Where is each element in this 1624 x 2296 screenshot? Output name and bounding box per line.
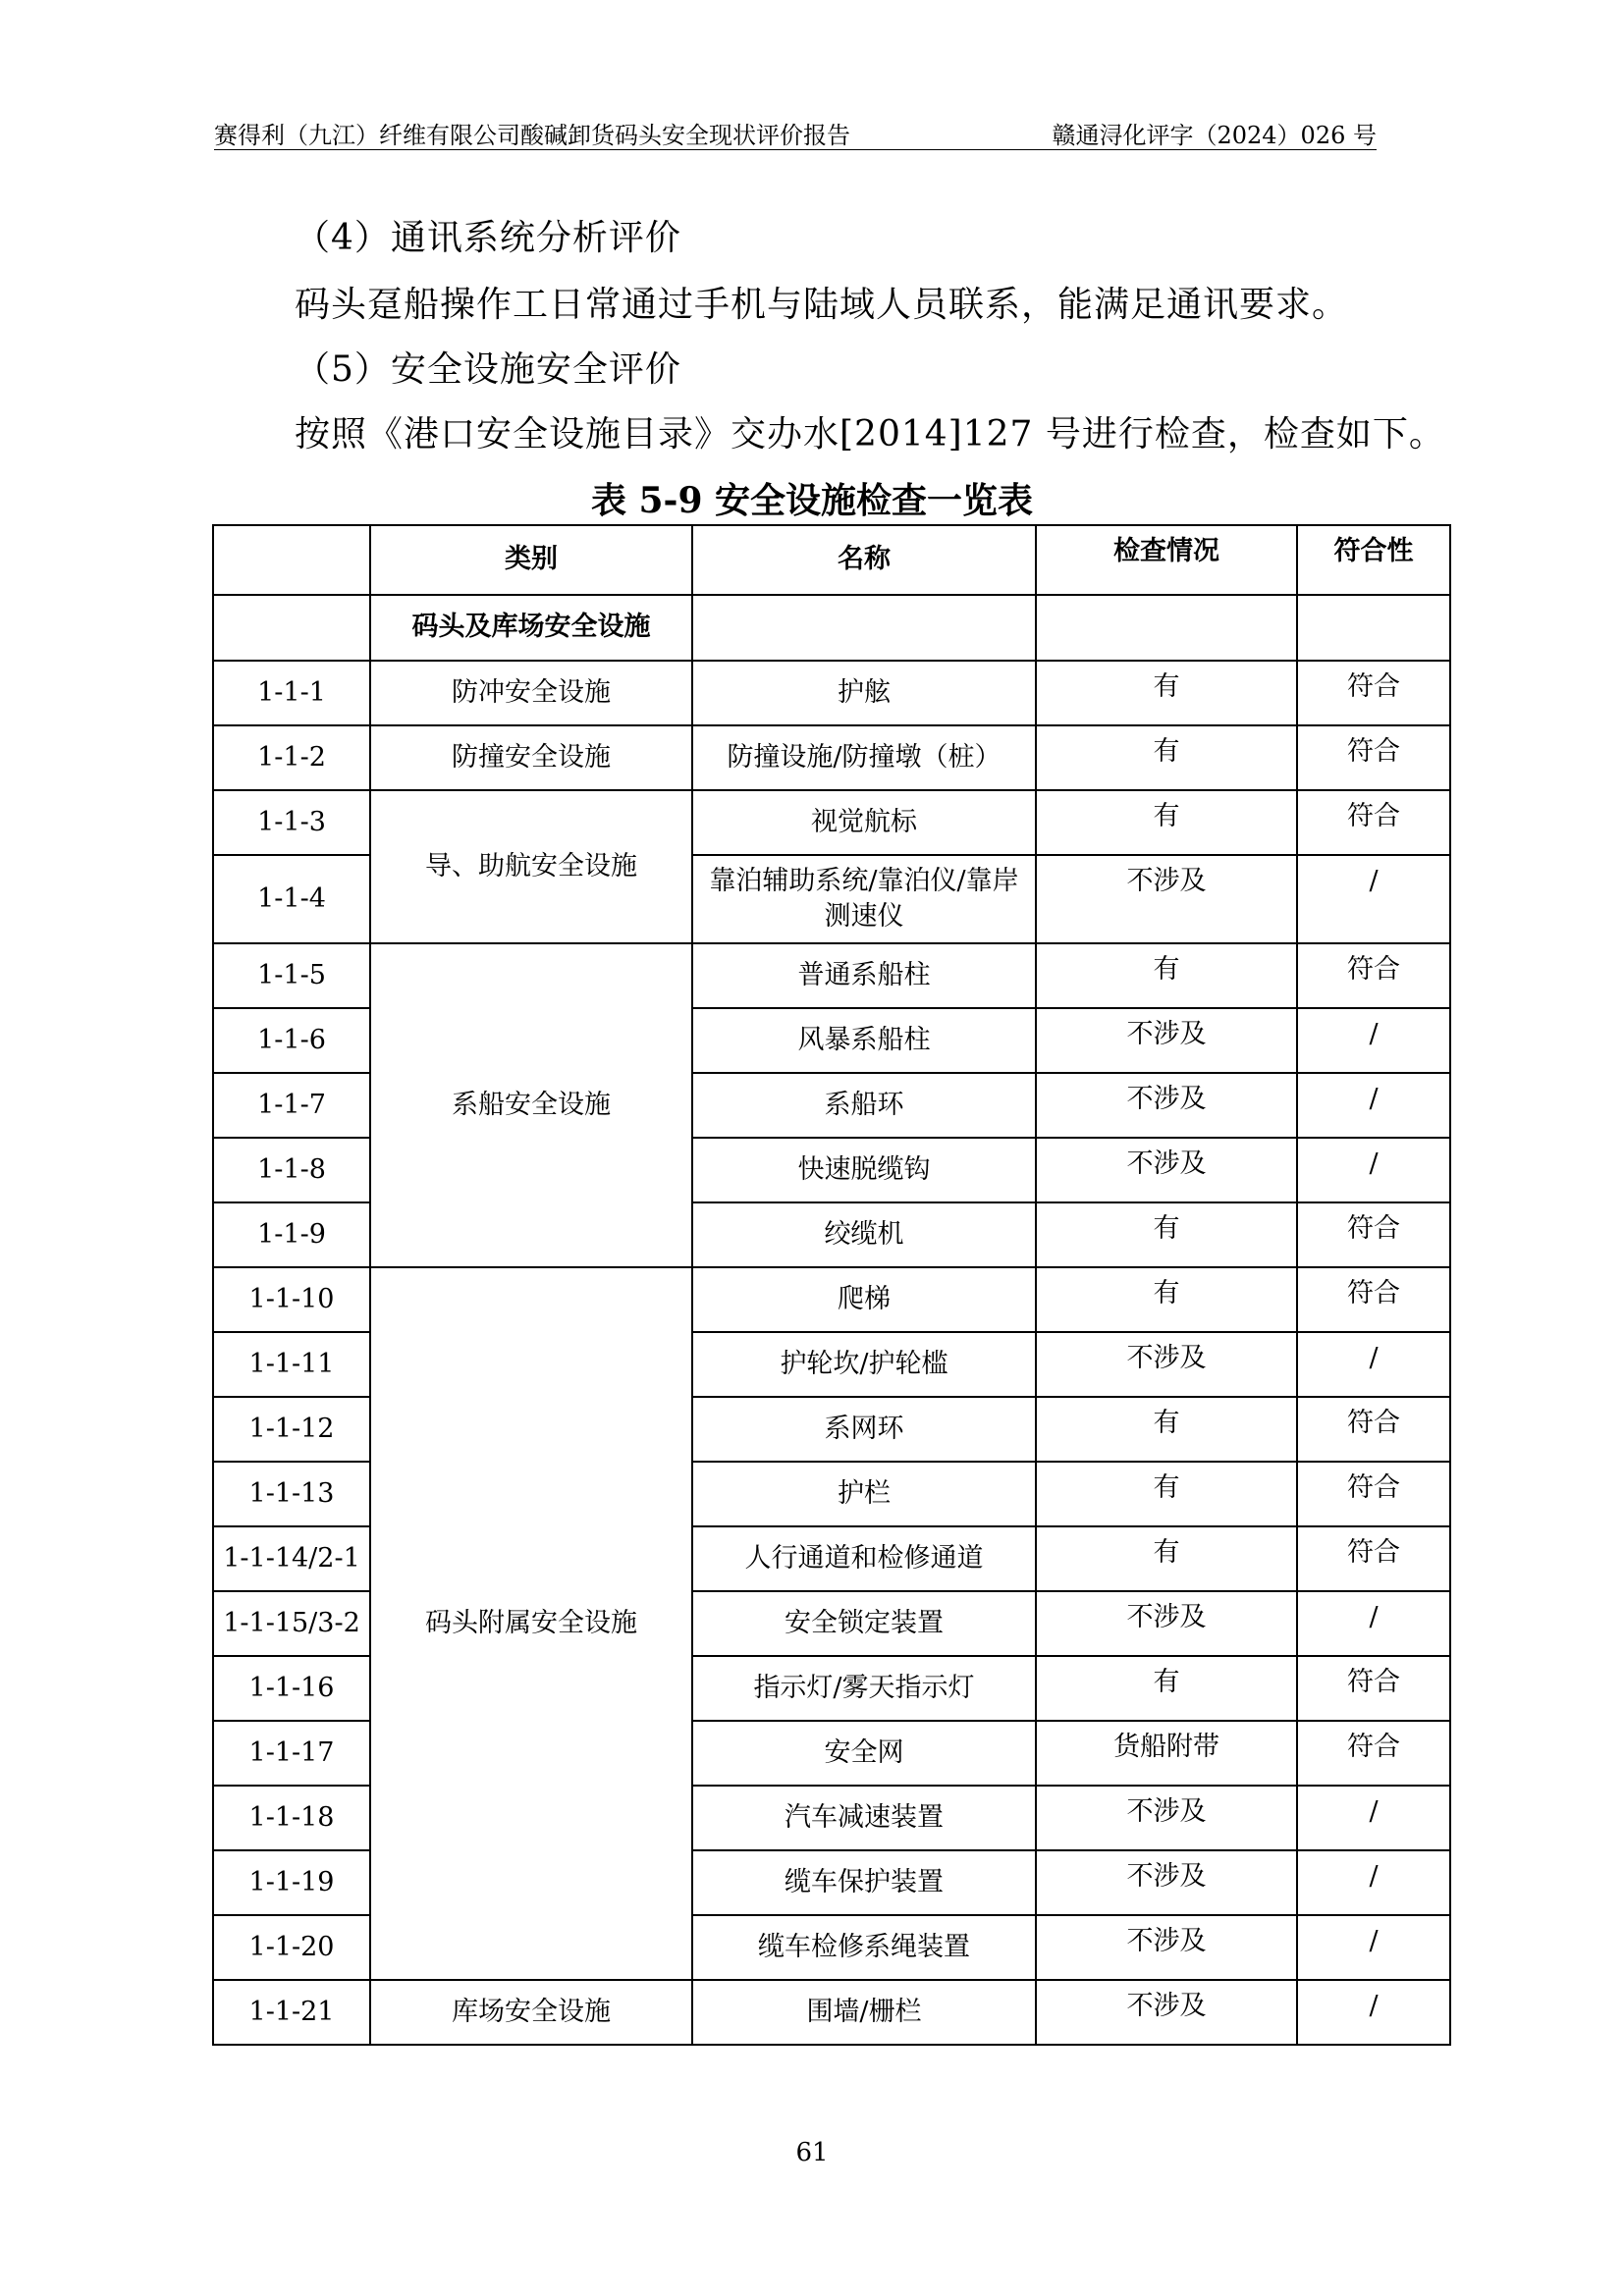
row-check: 有 <box>1036 1397 1297 1462</box>
row-category: 库场安全设施 <box>370 1980 692 2045</box>
row-conformity: 符合 <box>1297 1526 1450 1591</box>
row-conformity: 符合 <box>1297 1721 1450 1786</box>
row-name: 视觉航标 <box>692 790 1036 855</box>
safety-facilities-table <box>212 524 1451 2046</box>
table-header-row <box>213 525 1450 595</box>
row-no: 1-1-3 <box>213 790 370 855</box>
row-no: 1-1-8 <box>213 1138 370 1202</box>
section-empty-cell <box>1297 595 1450 661</box>
table-row <box>213 1980 1450 2045</box>
row-conformity: 符合 <box>1297 661 1450 725</box>
table-row <box>213 943 1450 1008</box>
table-row <box>213 725 1450 790</box>
row-category: 系船安全设施 <box>370 943 692 1267</box>
row-check: 不涉及 <box>1036 1332 1297 1397</box>
row-category: 防撞安全设施 <box>370 725 692 790</box>
row-check: 有 <box>1036 1462 1297 1526</box>
row-name: 安全锁定装置 <box>692 1591 1036 1656</box>
section-title: 码头及库场安全设施 <box>370 595 692 661</box>
row-category: 防冲安全设施 <box>370 661 692 725</box>
page-header <box>214 114 1377 150</box>
row-name: 指示灯/雾天指示灯 <box>692 1656 1036 1721</box>
row-check: 不涉及 <box>1036 1073 1297 1138</box>
paragraph-inspection-basis: 按照《港口安全设施目录》交办水[2014]127 号进行检查，检查如下。 <box>295 414 1445 454</box>
row-conformity: 符合 <box>1297 943 1450 1008</box>
table-section-row <box>213 595 1450 661</box>
section-empty-cell <box>1036 595 1297 661</box>
page-number: 61 <box>795 2138 829 2167</box>
row-check: 不涉及 <box>1036 1850 1297 1915</box>
row-name: 安全网 <box>692 1721 1036 1786</box>
heading-communication-system: （4）通讯系统分析评价 <box>295 218 681 258</box>
row-check: 不涉及 <box>1036 1915 1297 1980</box>
row-name: 爬梯 <box>692 1267 1036 1332</box>
row-check: 不涉及 <box>1036 1008 1297 1073</box>
header-check: 检查情况 <box>1036 525 1297 595</box>
row-no: 1-1-21 <box>213 1980 370 2045</box>
row-no: 1-1-10 <box>213 1267 370 1332</box>
row-no: 1-1-20 <box>213 1915 370 1980</box>
row-no: 1-1-1 <box>213 661 370 725</box>
row-check: 不涉及 <box>1036 1591 1297 1656</box>
row-no: 1-1-14/2-1 <box>213 1526 370 1591</box>
row-conformity: 符合 <box>1297 1656 1450 1721</box>
row-check: 不涉及 <box>1036 1786 1297 1850</box>
row-name: 风暴系船柱 <box>692 1008 1036 1073</box>
row-conformity: 符合 <box>1297 1397 1450 1462</box>
row-no: 1-1-18 <box>213 1786 370 1850</box>
row-name: 护轮坎/护轮槛 <box>692 1332 1036 1397</box>
row-category: 码头附属安全设施 <box>370 1267 692 1980</box>
row-conformity: 符合 <box>1297 1462 1450 1526</box>
row-name: 护栏 <box>692 1462 1036 1526</box>
row-category: 导、助航安全设施 <box>370 790 692 943</box>
row-conformity: / <box>1297 855 1450 943</box>
header-conformity: 符合性 <box>1297 525 1450 595</box>
row-name: 围墙/栅栏 <box>692 1980 1036 2045</box>
row-name: 人行通道和检修通道 <box>692 1526 1036 1591</box>
heading-safety-facilities: （5）安全设施安全评价 <box>295 349 681 390</box>
row-conformity: / <box>1297 1915 1450 1980</box>
row-no: 1-1-2 <box>213 725 370 790</box>
row-conformity: 符合 <box>1297 790 1450 855</box>
row-conformity: 符合 <box>1297 725 1450 790</box>
row-name: 系船环 <box>692 1073 1036 1138</box>
row-no: 1-1-16 <box>213 1656 370 1721</box>
row-check: 不涉及 <box>1036 1138 1297 1202</box>
row-check: 不涉及 <box>1036 855 1297 943</box>
row-conformity: / <box>1297 1008 1450 1073</box>
row-no: 1-1-7 <box>213 1073 370 1138</box>
header-report-title: 赛得利（九江）纤维有限公司酸碱卸货码头安全现状评价报告 <box>214 122 850 149</box>
row-no: 1-1-12 <box>213 1397 370 1462</box>
row-conformity: / <box>1297 1786 1450 1850</box>
row-name: 缆车保护装置 <box>692 1850 1036 1915</box>
section-empty-cell <box>213 595 370 661</box>
header-report-number: 赣通浔化评字（2024）026 号 <box>1052 122 1377 149</box>
row-conformity: / <box>1297 1073 1450 1138</box>
row-no: 1-1-4 <box>213 855 370 943</box>
row-check: 有 <box>1036 790 1297 855</box>
table-row <box>213 1267 1450 1332</box>
row-conformity: / <box>1297 1332 1450 1397</box>
row-no: 1-1-17 <box>213 1721 370 1786</box>
table-caption: 表 5-9 安全设施检查一览表 <box>590 480 1034 521</box>
section-empty-cell <box>692 595 1036 661</box>
row-conformity: 符合 <box>1297 1267 1450 1332</box>
row-conformity: / <box>1297 1980 1450 2045</box>
row-no: 1-1-15/3-2 <box>213 1591 370 1656</box>
row-check: 有 <box>1036 1267 1297 1332</box>
header-category: 类别 <box>370 525 692 595</box>
row-check: 有 <box>1036 1656 1297 1721</box>
row-no: 1-1-5 <box>213 943 370 1008</box>
row-name: 系网环 <box>692 1397 1036 1462</box>
header-no <box>213 525 370 595</box>
row-check: 不涉及 <box>1036 1980 1297 2045</box>
paragraph-communication: 码头趸船操作工日常通过手机与陆域人员联系，能满足通讯要求。 <box>295 285 1349 325</box>
row-name: 护舷 <box>692 661 1036 725</box>
row-conformity: 符合 <box>1297 1202 1450 1267</box>
row-name: 绞缆机 <box>692 1202 1036 1267</box>
header-name: 名称 <box>692 525 1036 595</box>
row-conformity: / <box>1297 1591 1450 1656</box>
row-no: 1-1-11 <box>213 1332 370 1397</box>
row-no: 1-1-6 <box>213 1008 370 1073</box>
row-check: 有 <box>1036 1526 1297 1591</box>
row-check: 货船附带 <box>1036 1721 1297 1786</box>
row-name: 快速脱缆钩 <box>692 1138 1036 1202</box>
row-name: 防撞设施/防撞墩（桩） <box>692 725 1036 790</box>
row-check: 有 <box>1036 1202 1297 1267</box>
row-no: 1-1-13 <box>213 1462 370 1526</box>
row-check: 有 <box>1036 943 1297 1008</box>
row-conformity: / <box>1297 1138 1450 1202</box>
row-no: 1-1-19 <box>213 1850 370 1915</box>
row-no: 1-1-9 <box>213 1202 370 1267</box>
row-name: 缆车检修系绳装置 <box>692 1915 1036 1980</box>
row-check: 有 <box>1036 725 1297 790</box>
row-name: 靠泊辅助系统/靠泊仪/靠岸测速仪 <box>692 855 1036 943</box>
table-row <box>213 790 1450 855</box>
row-name: 普通系船柱 <box>692 943 1036 1008</box>
row-conformity: / <box>1297 1850 1450 1915</box>
row-check: 有 <box>1036 661 1297 725</box>
table-row <box>213 661 1450 725</box>
row-name: 汽车减速装置 <box>692 1786 1036 1850</box>
